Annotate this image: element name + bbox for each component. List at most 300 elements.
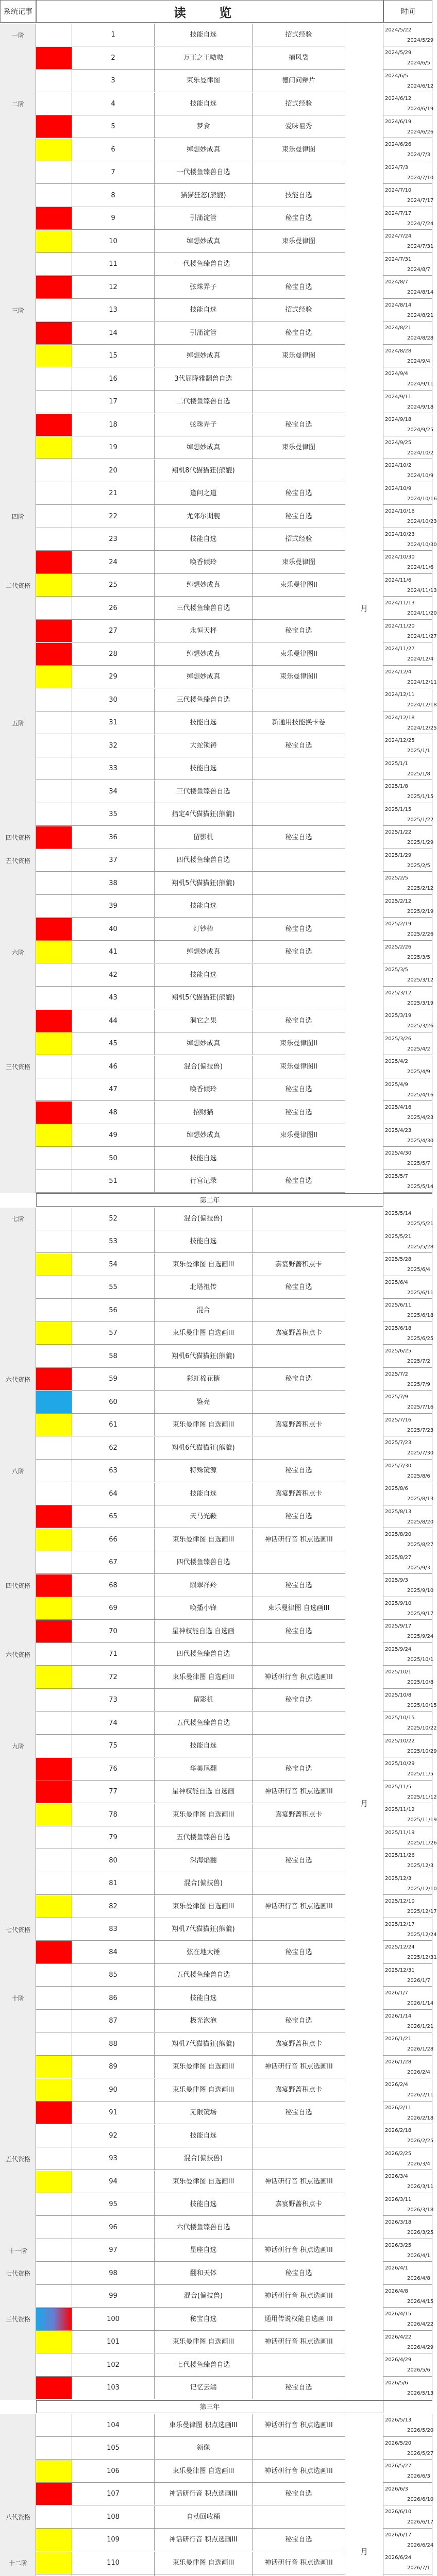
reward-primary: 混合(偏技兽) — [155, 1208, 253, 1230]
tier-label: 三代资格 — [5, 2316, 30, 2324]
start-date: 2025/5/14 — [385, 1211, 412, 1216]
reward-secondary: 神话研行音 积点选画III — [253, 1781, 345, 1803]
start-date: 2025/9/17 — [385, 1623, 412, 1629]
reward-primary: 翔机6代猫猫狂(熊貔) — [155, 1437, 253, 1460]
start-date: 2024/10/23 — [385, 531, 415, 537]
rarity-swatch — [36, 2010, 72, 2032]
end-date: 2025/2/5 — [407, 862, 430, 869]
end-date: 2024/8/7 — [407, 266, 430, 273]
table-row — [0, 299, 432, 321]
reward-primary: 洞它之果 — [155, 1010, 253, 1032]
start-date: 2025/8/13 — [385, 1509, 412, 1515]
reward-secondary — [253, 1987, 345, 2010]
end-date: 2025/9/17 — [407, 1611, 434, 1617]
reward-secondary: 束乐曼律图II — [253, 643, 345, 666]
rarity-swatch — [36, 1101, 72, 1124]
reward-primary: 留影机 — [155, 1689, 253, 1711]
reward-secondary — [253, 253, 345, 276]
reward-primary: 七代楼鱼臻兽自选 — [155, 2354, 253, 2377]
reward-secondary: 秘宝自选 — [253, 207, 345, 230]
row-number: 3 — [72, 70, 155, 92]
end-date: 2025/8/6 — [407, 1473, 430, 1479]
end-date: 2024/12/4 — [407, 656, 434, 662]
reward-secondary: 秘宝自选 — [253, 1505, 345, 1528]
table-row — [0, 230, 432, 253]
rarity-swatch — [36, 70, 72, 92]
row-number: 15 — [72, 345, 155, 367]
table-row — [0, 1391, 432, 1414]
table-row — [0, 666, 437, 688]
start-date: 2025/1/22 — [385, 829, 412, 835]
reward-primary: 绰想妙成真 — [155, 574, 253, 597]
table-row — [0, 826, 432, 849]
table-row — [0, 505, 437, 528]
table-row — [0, 643, 432, 666]
reward-primary: 束乐曼律图 自选画III — [155, 2056, 253, 2078]
end-date: 2025/10/22 — [407, 1725, 437, 1731]
table-row — [0, 1712, 437, 1735]
table-row — [0, 207, 432, 230]
table-row — [0, 1414, 432, 1436]
rarity-swatch — [36, 2437, 72, 2460]
reward-primary: 技能自选 — [155, 93, 253, 115]
rarity-swatch — [36, 2552, 72, 2574]
start-date: 2025/4/30 — [385, 1150, 412, 1156]
rarity-swatch — [36, 2460, 72, 2483]
reward-secondary: 神话研行音 积点选画III — [253, 2552, 345, 2574]
start-date: 2024/7/17 — [385, 210, 412, 216]
reward-primary: 领像 — [155, 2437, 253, 2460]
reward-primary: 星神权能自选 自选画 — [155, 1620, 253, 1643]
rarity-swatch — [36, 1505, 72, 1528]
start-date: 2025/1/8 — [385, 784, 408, 789]
tier-label: 三代资格 — [5, 1063, 30, 1071]
end-date: 2025/10/8 — [407, 1680, 434, 1685]
reward-primary: 五代楼鱼臻兽自选 — [155, 1964, 253, 1987]
row-number: 83 — [72, 1918, 155, 1941]
rarity-swatch — [36, 1712, 72, 1735]
reward-primary: 束乐曼律图 自选画III — [155, 2552, 253, 2574]
rarity-swatch — [36, 2483, 72, 2505]
reward-secondary: 秘宝自选 — [253, 1460, 345, 1482]
reward-primary: 翔机7代猫猫狂(熊貔) — [155, 2033, 253, 2056]
reward-secondary: 秘宝自选 — [253, 941, 345, 963]
rarity-swatch — [36, 1735, 72, 1757]
end-date: 2024/10/23 — [407, 519, 437, 524]
reward-primary: 彩虹棉花糖 — [155, 1368, 253, 1391]
reward-primary: 技能自选 — [155, 299, 253, 321]
row-number: 109 — [72, 2529, 155, 2551]
table-row — [0, 276, 432, 299]
row-number: 66 — [72, 1529, 155, 1551]
rarity-swatch — [36, 2414, 72, 2437]
rarity-swatch — [36, 1529, 72, 1551]
reward-primary: 陨翠祥羚 — [155, 1574, 253, 1597]
row-number: 100 — [72, 2308, 155, 2331]
row-number: 20 — [72, 460, 155, 482]
start-date: 2026/3/25 — [385, 2242, 412, 2248]
reward-secondary: 秘宝自选 — [253, 1078, 345, 1101]
end-date: 2025/7/2 — [407, 1359, 430, 1364]
row-number: 29 — [72, 666, 155, 688]
rarity-swatch — [36, 1895, 72, 1918]
rarity-swatch — [36, 964, 72, 987]
reward-primary: 束乐曼律图 自选画III — [155, 1666, 253, 1689]
reward-primary: 绰想妙成真 — [155, 139, 253, 161]
reward-secondary — [253, 1918, 345, 1941]
start-date: 2026/5/27 — [385, 2463, 412, 2469]
tier-label: 七代资格 — [5, 1926, 30, 1934]
reward-primary: 天马光鞍 — [155, 1505, 253, 1528]
reward-secondary — [253, 161, 345, 184]
table-row — [0, 115, 432, 138]
end-date: 2025/9/24 — [407, 1634, 434, 1639]
row-number: 81 — [72, 1872, 155, 1895]
reward-secondary — [253, 1735, 345, 1757]
reward-secondary: 秘宝自选 — [253, 918, 345, 941]
rarity-swatch — [36, 505, 72, 528]
end-date: 2024/9/25 — [407, 427, 434, 433]
reward-primary: 绰想妙成真 — [155, 1032, 253, 1055]
reward-primary: 束乐曼律图 自选画III — [155, 2079, 253, 2102]
reward-secondary — [253, 2125, 345, 2147]
reward-secondary: 束乐曼律图II — [253, 666, 345, 688]
season-3-label: 第三年 — [36, 2400, 383, 2413]
row-number: 44 — [72, 1010, 155, 1032]
rarity-swatch — [36, 1368, 72, 1391]
rarity-swatch — [36, 299, 72, 321]
start-date: 2026/6/10 — [385, 2509, 412, 2515]
reward-secondary — [253, 1826, 345, 1849]
rarity-swatch — [36, 528, 72, 551]
end-date: 2025/6/25 — [407, 1335, 434, 1342]
rarity-swatch — [36, 1345, 72, 1368]
reward-secondary — [253, 1551, 345, 1574]
row-number: 40 — [72, 918, 155, 941]
start-date: 2025/1/29 — [385, 852, 412, 858]
end-date: 2025/7/23 — [407, 1427, 434, 1433]
table-row — [0, 2193, 432, 2216]
reward-secondary: 嘉宴野蔷积点卡 — [253, 1322, 345, 1345]
start-date: 2024/8/7 — [385, 279, 408, 285]
end-date: 2026/1/14 — [407, 2001, 434, 2006]
row-number: 98 — [72, 2262, 155, 2285]
end-date: 2025/2/12 — [407, 886, 434, 891]
row-number: 80 — [72, 1850, 155, 1872]
table-row — [0, 2216, 432, 2239]
end-date: 2026/1/28 — [407, 2046, 434, 2052]
end-date: 2025/6/4 — [407, 1267, 430, 1273]
tier-label: 七阶 — [11, 1215, 24, 1223]
end-date: 2026/6/24 — [407, 2542, 434, 2548]
end-date: 2025/12/10 — [407, 1886, 437, 1892]
table-row — [0, 1735, 437, 1757]
end-date: 2025/8/27 — [407, 1542, 434, 1548]
start-date: 2025/11/26 — [385, 1853, 415, 1858]
table-row — [0, 574, 437, 597]
rarity-swatch — [36, 1804, 72, 1826]
table-row — [0, 620, 437, 642]
table-row — [0, 1643, 432, 1666]
reward-primary: 翻和天体 — [155, 2262, 253, 2285]
reward-primary: 万王之王嗷嗷 — [155, 47, 253, 70]
rarity-swatch — [36, 2216, 72, 2239]
start-date: 2025/12/31 — [385, 1967, 415, 1973]
end-date: 2025/7/9 — [407, 1381, 430, 1387]
reward-secondary: 秘宝自选 — [253, 1368, 345, 1391]
reward-primary: 技能自选 — [155, 1987, 253, 2010]
rarity-swatch — [36, 2171, 72, 2193]
table-row — [0, 1529, 432, 1551]
row-number: 37 — [72, 849, 155, 872]
row-number: 5 — [72, 115, 155, 138]
table-row — [0, 1208, 432, 1230]
end-date: 2025/6/18 — [407, 1313, 434, 1318]
rarity-swatch — [36, 849, 72, 872]
reward-secondary: 神话研行音 积点选画III — [253, 2239, 345, 2262]
tier-label: 十二阶 — [8, 2560, 27, 2567]
start-date: 2025/9/24 — [385, 1646, 412, 1652]
reward-secondary: 秘宝自选 — [253, 1276, 345, 1299]
row-number: 19 — [72, 436, 155, 459]
reward-secondary — [253, 895, 345, 918]
reward-secondary: 神话研行音 积点选画III — [253, 2414, 345, 2437]
row-number: 10 — [72, 230, 155, 253]
end-date: 2024/12/11 — [407, 679, 437, 685]
rarity-swatch — [36, 1941, 72, 1964]
table-row — [0, 2414, 432, 2437]
table-row — [0, 849, 432, 872]
rarity-swatch — [36, 115, 72, 138]
rarity-swatch — [36, 1147, 72, 1170]
table-row — [0, 322, 432, 345]
rarity-swatch — [36, 2377, 72, 2399]
row-number: 64 — [72, 1483, 155, 1505]
start-date: 2026/1/28 — [385, 2059, 412, 2065]
start-date: 2025/5/28 — [385, 1257, 412, 1262]
row-number: 72 — [72, 1666, 155, 1689]
reward-primary: 三代楼鱼臻兽自选 — [155, 597, 253, 620]
table-row — [0, 24, 432, 46]
row-number: 103 — [72, 2377, 155, 2399]
rarity-swatch — [36, 2239, 72, 2262]
reward-primary: 3代屈降雅翻兽自选 — [155, 368, 253, 391]
table-row — [0, 689, 437, 711]
row-number: 59 — [72, 1368, 155, 1391]
reward-secondary: 束乐曼律图 — [253, 436, 345, 459]
end-date: 2026/5/20 — [407, 2428, 434, 2433]
start-date: 2025/7/2 — [385, 1371, 408, 1377]
start-date: 2024/9/11 — [385, 394, 412, 400]
reward-primary: 自动回收桶 — [155, 2506, 253, 2529]
rarity-swatch — [36, 1987, 72, 2010]
rarity-swatch — [36, 2033, 72, 2056]
reward-secondary: 神话研行音 积点选画III — [253, 1666, 345, 1689]
start-date: 2026/6/3 — [385, 2486, 408, 2492]
rarity-swatch — [36, 2102, 72, 2124]
row-number: 92 — [72, 2125, 155, 2147]
row-number: 45 — [72, 1032, 155, 1055]
table-row — [0, 1781, 437, 1803]
reward-secondary: 秘宝自选 — [253, 2010, 345, 2032]
row-number: 71 — [72, 1643, 155, 1666]
table-row — [0, 1872, 437, 1895]
row-number: 107 — [72, 2483, 155, 2505]
start-date: 2026/4/1 — [385, 2265, 408, 2271]
row-number: 26 — [72, 597, 155, 620]
start-date: 2025/2/19 — [385, 921, 412, 927]
end-date: 2026/7/1 — [407, 2565, 430, 2571]
rarity-swatch — [36, 1483, 72, 1505]
start-date: 2026/2/18 — [385, 2128, 412, 2133]
end-date: 2024/10/9 — [407, 473, 434, 479]
table-row — [0, 2262, 432, 2285]
reward-secondary: 神话研行音 积点选画III — [253, 2171, 345, 2193]
table-row — [0, 1322, 432, 1345]
end-date: 2025/9/10 — [407, 1588, 434, 1594]
end-date: 2026/5/6 — [407, 2367, 430, 2373]
reward-secondary — [253, 872, 345, 895]
start-date: 2026/2/4 — [385, 2082, 408, 2088]
table-row — [0, 597, 437, 620]
end-date: 2024/7/24 — [407, 221, 434, 227]
row-number: 21 — [72, 482, 155, 505]
reward-secondary: 束乐曼律图 — [253, 230, 345, 253]
rarity-swatch — [36, 2125, 72, 2147]
row-number: 108 — [72, 2506, 155, 2529]
start-date: 2024/6/19 — [385, 118, 412, 125]
reward-primary: 技能自选 — [155, 711, 253, 734]
table-row — [0, 1689, 437, 1711]
rarity-swatch — [36, 643, 72, 666]
rarity-swatch — [36, 93, 72, 115]
reward-primary: 翔机5代猫猫狂(熊貔) — [155, 872, 253, 895]
reward-secondary: 招式经验 — [253, 93, 345, 115]
start-date: 2025/6/11 — [385, 1302, 412, 1308]
reward-primary: 束乐曼律图 自选画III — [155, 1253, 253, 1276]
row-number: 82 — [72, 1895, 155, 1918]
rarity-swatch — [36, 161, 72, 184]
start-date: 2025/3/12 — [385, 990, 412, 996]
table-row — [0, 1918, 437, 1941]
rarity-swatch — [36, 1322, 72, 1345]
rarity-swatch — [36, 1460, 72, 1482]
table-row — [0, 1597, 432, 1620]
reward-secondary: 招式经验 — [253, 528, 345, 551]
start-date: 2025/7/16 — [385, 1417, 412, 1423]
reward-primary: 技能自选 — [155, 1483, 253, 1505]
start-date: 2025/6/4 — [385, 1279, 408, 1285]
end-date: 2026/6/3 — [407, 2473, 430, 2479]
reward-primary: 指定4代猫猫狂(熊貔) — [155, 803, 253, 826]
table-row — [0, 2331, 432, 2353]
table-row — [0, 2552, 432, 2574]
rarity-swatch — [36, 1620, 72, 1643]
table-row — [0, 368, 432, 391]
reward-primary: 束乐曼律图 自选画III — [155, 1529, 253, 1551]
start-date: 2025/1/1 — [385, 760, 408, 767]
table-row — [0, 1483, 432, 1505]
reward-primary: 星神权能自选 自选画 — [155, 1781, 253, 1803]
table-row — [0, 1941, 437, 1964]
start-date: 2024/5/22 — [385, 27, 412, 33]
tier-label: 四阶 — [11, 513, 24, 521]
reward-primary: 唤香倾玲 — [155, 551, 253, 574]
reward-primary: 极光泡泡 — [155, 2010, 253, 2032]
start-date: 2024/11/20 — [385, 623, 415, 629]
rarity-swatch — [36, 1666, 72, 1689]
table-row — [0, 711, 437, 734]
reward-secondary: 秘宝自选 — [253, 826, 345, 849]
reward-secondary: 秘宝自选 — [253, 1010, 345, 1032]
rarity-swatch — [36, 735, 72, 757]
rarity-swatch — [36, 1437, 72, 1460]
reward-secondary: 嘉宴野蔷积点卡 — [253, 1483, 345, 1505]
rarity-swatch — [36, 2056, 72, 2078]
reward-primary: 四代楼鱼臻兽自选 — [155, 849, 253, 872]
start-date: 2024/10/2 — [385, 463, 412, 468]
row-number: 97 — [72, 2239, 155, 2262]
end-date: 2025/4/9 — [407, 1069, 430, 1075]
table-row — [0, 345, 432, 367]
rarity-swatch — [36, 2193, 72, 2216]
month-column: 月 — [345, 24, 383, 1193]
end-date: 2024/11/13 — [407, 587, 437, 594]
row-number: 63 — [72, 1460, 155, 1482]
start-date: 2026/3/4 — [385, 2174, 408, 2179]
table-row — [0, 139, 432, 161]
table-row — [0, 1574, 432, 1597]
reward-secondary — [253, 964, 345, 987]
row-number: 18 — [72, 414, 155, 436]
table-row — [0, 1505, 432, 1528]
table-row — [0, 2171, 432, 2193]
row-number: 27 — [72, 620, 155, 642]
tier-label: 五代资格 — [5, 2155, 30, 2163]
end-date: 2026/1/7 — [407, 1977, 430, 1984]
row-number: 41 — [72, 941, 155, 963]
reward-secondary: 招式经验 — [253, 24, 345, 46]
tier-label: 九阶 — [11, 1742, 24, 1750]
table-row — [0, 987, 432, 1009]
table-row — [0, 1964, 432, 1987]
start-date: 2025/12/24 — [385, 1944, 415, 1950]
start-date: 2026/4/22 — [385, 2334, 412, 2340]
end-date: 2025/10/15 — [407, 1702, 437, 1708]
reward-primary: 猫猫狂怒(熊貔) — [155, 184, 253, 207]
row-number: 79 — [72, 1826, 155, 1849]
reward-primary: 翔机5代猫猫狂(熊貔) — [155, 987, 253, 1009]
row-number: 84 — [72, 1941, 155, 1964]
row-number: 51 — [72, 1170, 155, 1193]
row-number: 75 — [72, 1735, 155, 1757]
table-row — [0, 2125, 432, 2147]
row-number: 90 — [72, 2079, 155, 2102]
row-number: 56 — [72, 1299, 155, 1322]
reward-primary: 唤播小锋 — [155, 1597, 253, 1620]
row-number: 58 — [72, 1345, 155, 1368]
table-row — [0, 1253, 432, 1276]
row-number: 30 — [72, 689, 155, 711]
table-row — [0, 1804, 437, 1826]
row-number: 67 — [72, 1551, 155, 1574]
end-date: 2026/4/1 — [407, 2252, 430, 2259]
start-date: 2025/2/12 — [385, 898, 412, 904]
header-title: 读 览 — [36, 0, 383, 23]
reward-primary: 束乐曼律图 自选画III — [155, 1414, 253, 1436]
table-row — [0, 1758, 432, 1781]
reward-secondary: 束乐曼律图II — [253, 1056, 345, 1078]
